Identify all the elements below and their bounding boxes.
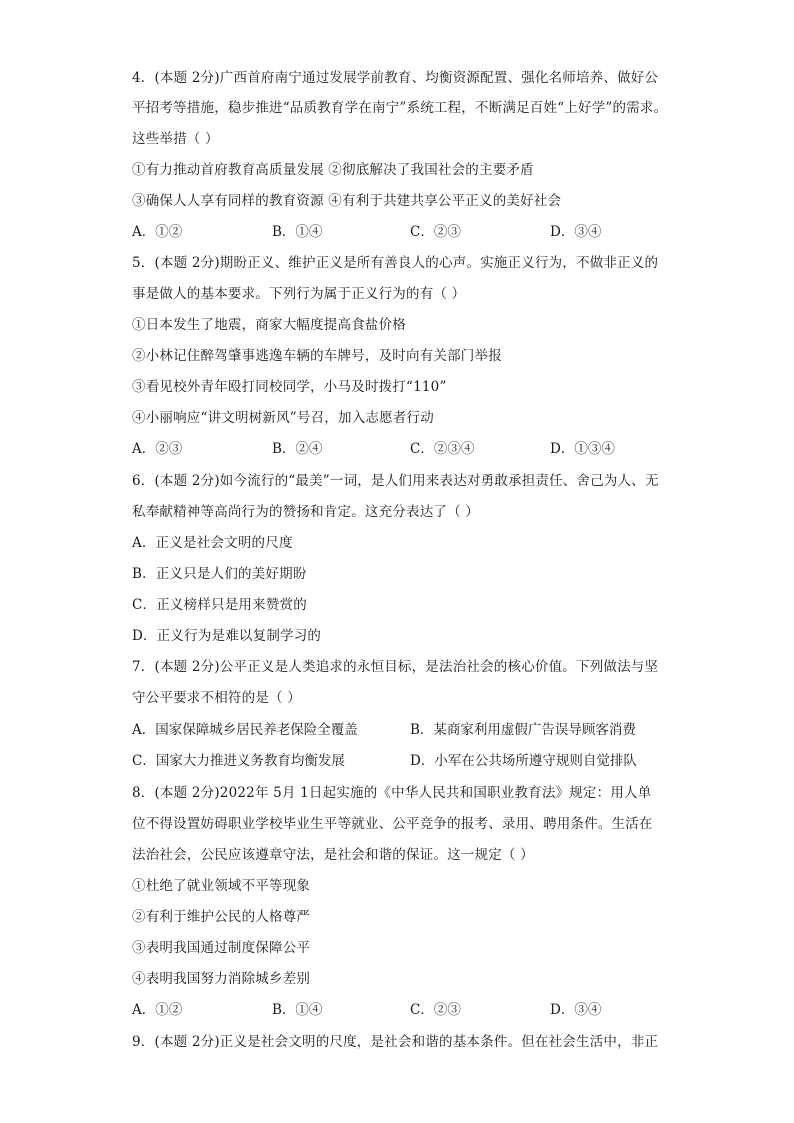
q9-stem-line-1: 9．(本题 2分)正义是社会文明的尺度，是社会和谐的基本条件。但在社会生活中，非正 [132,1034,659,1050]
q6-stem-line-2: 私奉献精神等高尚行为的赞扬和肯定。这充分表达了（ ） [132,504,479,520]
q6-option-c[interactable]: C．正义榜样只是用来赞赏的 [132,597,307,613]
q4-option-b[interactable]: B．①④ [272,224,323,240]
q5-statement-1: ①日本发生了地震，商家大幅度提高食盐价格 [132,317,406,333]
q7-stem-line-1: 7．(本题 2分)公平正义是人类追求的永恒目标，是法治社会的核心价值。下列做法与坚 [132,659,659,675]
q6-option-a[interactable]: A．正义是社会文明的尺度 [132,535,293,551]
q8-option-d[interactable]: D．③④ [550,1002,602,1018]
q4-option-a[interactable]: A．①② [132,224,183,240]
q5-statement-3: ③看见校外青年殴打同校同学，小马及时拨打“110” [132,379,447,395]
q5-stem-line-1: 5．(本题 2分)期盼正义、维护正义是所有善良人的心声。实施正义行为，不做非正义的 [132,255,659,271]
q7-option-c[interactable]: C．国家大力推进义务教育均衡发展 [132,753,345,769]
q4-stem-line-2: 平招考等措施，稳步推进“品质教育学在南宁”系统工程，不断满足百姓“上好学”的需求。 [132,100,668,116]
q4-stem-line-1: 4．(本题 2分)广西首府南宁通过发展学前教育、均衡资源配置、强化名师培养、做好公 [132,70,659,86]
q8-stem-line-2: 位不得设置妨碍职业学校毕业生平等就业、公平竞争的报考、录用、聘用条件。生活在 [132,816,653,832]
q5-option-b[interactable]: B．②④ [272,441,323,457]
q5-option-d[interactable]: D．①③④ [550,441,615,457]
q7-option-a[interactable]: A．国家保障城乡居民养老保险全覆盖 [132,722,358,738]
q7-option-b[interactable]: B．某商家利用虚假广告误导顾客消费 [410,722,636,738]
q7-option-d[interactable]: D．小军在公共场所遵守规则自觉排队 [410,753,637,769]
q5-statement-4: ④小丽响应“讲文明树新风”号召，加入志愿者行动 [132,410,434,426]
q8-statement-4: ④表明我国努力消除城乡差别 [132,971,311,987]
q4-statement-1: ①有力推动首府教育高质量发展 ②彻底解决了我国社会的主要矛盾 [132,162,534,178]
q8-option-a[interactable]: A．①② [132,1002,183,1018]
q5-stem-line-2: 事是做人的基本要求。下列行为属于正义行为的有（ ） [132,286,466,302]
q8-statement-1: ①杜绝了就业领域不平等现象 [132,878,311,894]
q5-option-c[interactable]: C．②③④ [410,441,475,457]
q4-statement-2: ③确保人人享有同样的教育资源 ④有利于共建共享公平正义的美好社会 [132,193,562,209]
q6-stem-line-1: 6．(本题 2分)如今流行的“最美”一词，是人们用来表达对勇敢承担责任、舍己为人、无 [132,473,659,489]
q8-option-b[interactable]: B．①④ [272,1002,323,1018]
q4-stem-line-3: 这些举措（ ） [132,131,219,147]
q5-option-a[interactable]: A．②③ [132,441,183,457]
q4-option-d[interactable]: D．③④ [550,224,602,240]
q8-statement-2: ②有利于维护公民的人格尊严 [132,909,311,925]
q6-option-b[interactable]: B．正义只是人们的美好期盼 [132,566,307,582]
q5-statement-2: ②小林记住醉驾肇事逃逸车辆的车牌号，及时向有关部门举报 [132,348,502,364]
q8-stem-line-3: 法治社会，公民应该遵章守法，是社会和谐的保证。这一规定（ ） [132,847,534,863]
q4-option-c[interactable]: C．②③ [410,224,461,240]
q8-stem-line-1: 8．(本题 2分)2022年 5月 1日起实施的《中华人民共和国职业教育法》规定：用人单 [132,785,652,801]
q6-option-d[interactable]: D．正义行为是难以复制学习的 [132,628,322,644]
q7-stem-line-2: 守公平要求不相符的是（ ） [132,690,301,706]
q8-option-c[interactable]: C．②③ [410,1002,461,1018]
q8-statement-3: ③表明我国通过制度保障公平 [132,940,311,956]
